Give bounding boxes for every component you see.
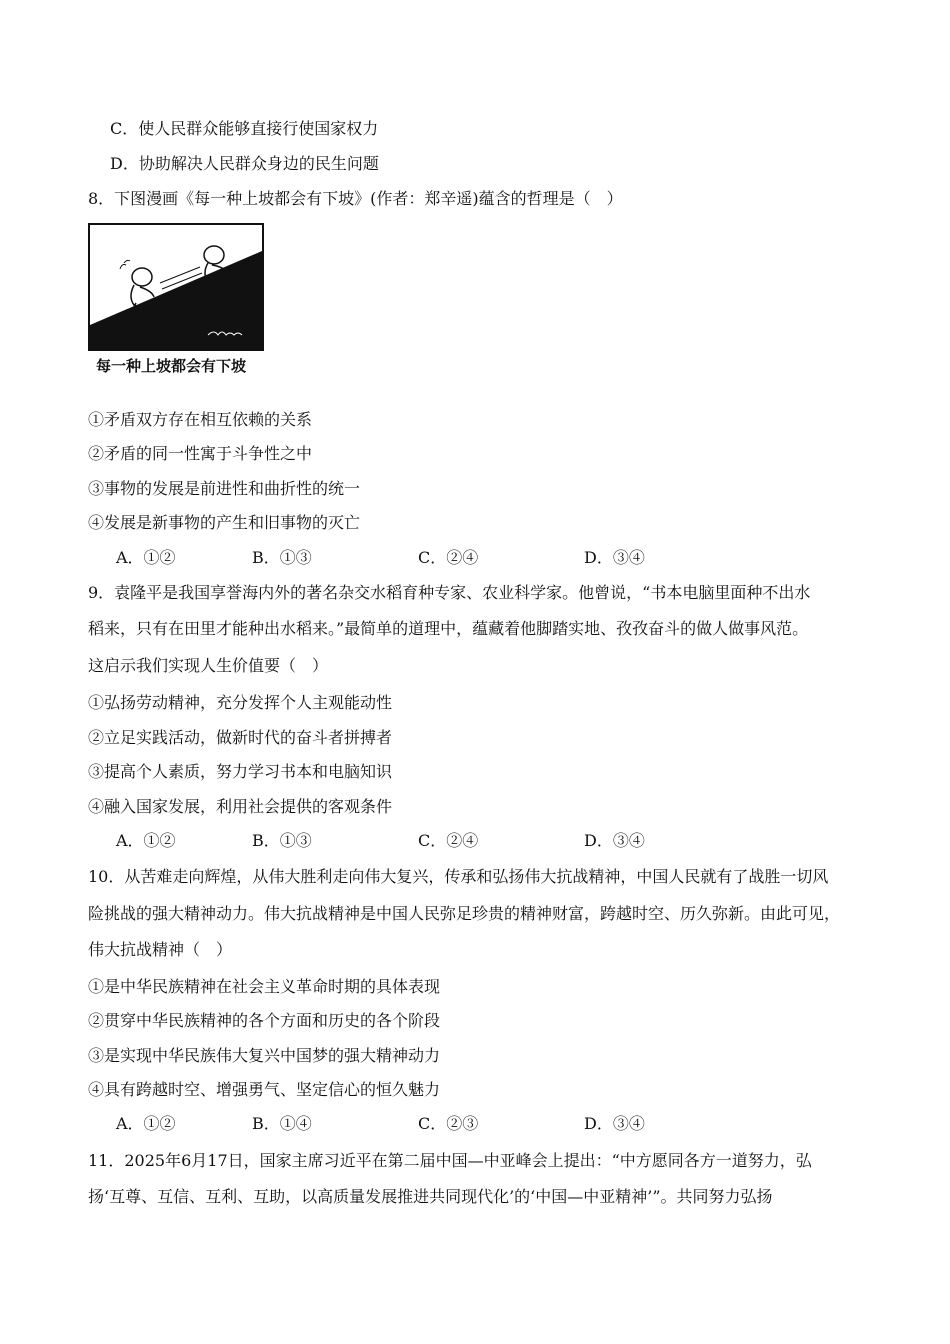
- q10-stem-line-3: 伟大抗战精神（ ）: [88, 940, 233, 959]
- q8-statement-1: ①矛盾双方存在相互依赖的关系: [88, 410, 313, 429]
- q9-stem-line-1: 9．袁隆平是我国享誉海内外的著名杂交水稻育种专家、农业科学家。他曾说，“书本电脑里面种不出水: [88, 583, 811, 602]
- q8-cartoon-image: [88, 223, 264, 351]
- q10-option-a: A．①②: [116, 1114, 176, 1133]
- q9-statement-1: ①弘扬劳动精神，充分发挥个人主观能动性: [88, 693, 393, 712]
- q11-stem-line-1: 11．2025年6月17日，国家主席习近平在第二届中国—中亚峰会上提出：“中方愿同各方一道努力，弘: [88, 1151, 812, 1170]
- q9-statement-3: ③提高个人素质，努力学习书本和电脑知识: [88, 762, 393, 781]
- q8-statement-4: ④发展是新事物的产生和旧事物的灭亡: [88, 513, 361, 532]
- q9-statement-2: ②立足实践活动，做新时代的奋斗者拼搏者: [88, 728, 393, 747]
- q10-stem-line-2: 险挑战的强大精神动力。伟大抗战精神是中国人民弥足珍贵的精神财富，跨越时空、历久弥新。由此可见，: [88, 904, 841, 923]
- q9-option-c: C．②④: [418, 831, 479, 850]
- q8-stem: 8．下图漫画《每一种上坡都会有下坡》(作者：郑辛遥)蕴含的哲理是（ ）: [88, 189, 623, 208]
- q8-option-c: C．②④: [418, 548, 479, 567]
- q9-stem-line-2: 稻来，只有在田里才能种出水稻来。”最简单的道理中，蕴藏着他脚踏实地、孜孜奋斗的做人做事风范。: [88, 619, 809, 638]
- q9-option-d: D．③④: [584, 831, 645, 850]
- q9-stem-line-3: 这启示我们实现人生价值要（ ）: [88, 656, 329, 675]
- q10-option-d: D．③④: [584, 1114, 645, 1133]
- q10-statement-2: ②贯穿中华民族精神的各个方面和历史的各个阶段: [88, 1011, 441, 1030]
- q7-option-d: D．协助解决人民群众身边的民生问题: [110, 154, 379, 173]
- q8-statement-2: ②矛盾的同一性寓于斗争性之中: [88, 444, 313, 463]
- q9-option-b: B．①③: [252, 831, 312, 850]
- q10-statement-3: ③是实现中华民族伟大复兴中国梦的强大精神动力: [88, 1046, 441, 1065]
- q8-option-d: D．③④: [584, 548, 645, 567]
- q10-statement-4: ④具有跨越时空、增强勇气、坚定信心的恒久魅力: [88, 1080, 441, 1099]
- q8-option-b: B．①③: [252, 548, 312, 567]
- q9-statement-4: ④融入国家发展，利用社会提供的客观条件: [88, 797, 393, 816]
- q10-option-b: B．①④: [252, 1114, 312, 1133]
- q9-option-a: A．①②: [116, 831, 176, 850]
- q11-stem-line-2: 扬‘互尊、互信、互利、互助，以高质量发展推进共同现代化’的‘中国—中亚精神’”。共同努力弘扬: [88, 1187, 773, 1206]
- slope-cartoon-icon: [90, 225, 262, 349]
- q9-options: [0, 831, 950, 851]
- q8-cartoon-caption: 每一种上坡都会有下坡: [96, 357, 247, 375]
- q8-options: [0, 548, 950, 568]
- q8-statement-3: ③事物的发展是前进性和曲折性的统一: [88, 479, 361, 498]
- q8-option-a: A．①②: [116, 548, 176, 567]
- q7-option-c: C．使人民群众能够直接行使国家权力: [110, 119, 379, 138]
- q10-statement-1: ①是中华民族精神在社会主义革命时期的具体表现: [88, 977, 441, 996]
- q10-option-c: C．②③: [418, 1114, 479, 1133]
- q10-options: [0, 1114, 950, 1134]
- q10-stem-line-1: 10．从苦难走向辉煌，从伟大胜利走向伟大复兴，传承和弘扬伟大抗战精神，中国人民就有了战胜一切风: [88, 867, 829, 886]
